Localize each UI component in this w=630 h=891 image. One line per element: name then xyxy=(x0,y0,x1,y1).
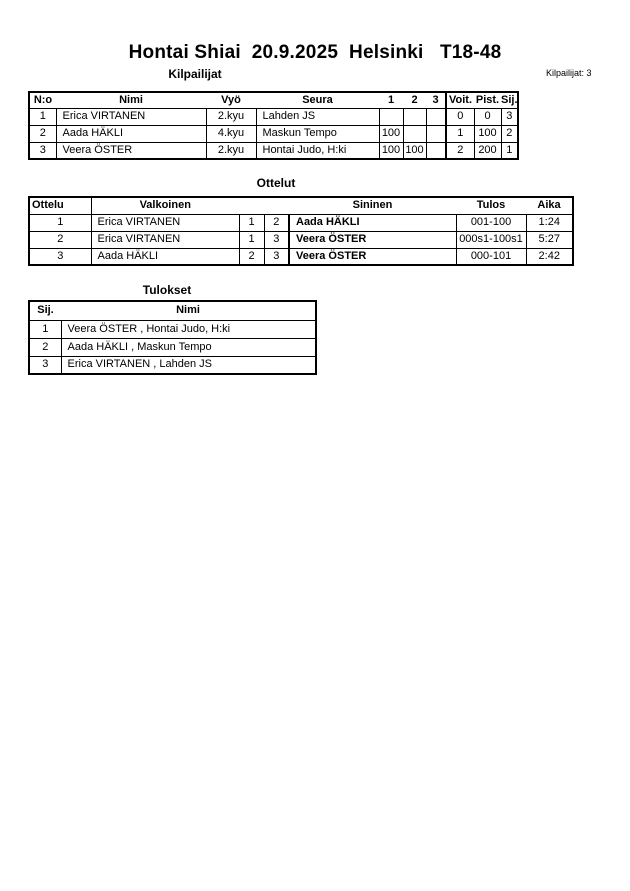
cell-aika: 1:24 xyxy=(526,214,573,231)
col-header-voit: Voit. xyxy=(446,92,474,108)
cell-match1 xyxy=(379,108,403,125)
col-header-sij: Sij. xyxy=(501,93,518,106)
section-title-tulokset: Tulokset xyxy=(142,283,192,297)
cell-valkoinen: Erica VIRTANEN xyxy=(91,214,239,231)
col-header-white-no xyxy=(239,197,264,214)
col-header-tulos: Tulos xyxy=(476,199,506,212)
tulokset-header-row xyxy=(29,301,316,320)
match-row xyxy=(29,214,573,231)
cell-vyo: 2.kyu xyxy=(206,142,256,159)
cell-match1: 100 xyxy=(379,142,403,159)
col-header-aika: Aika xyxy=(537,199,561,212)
col-header-sij: Sij. xyxy=(37,304,54,317)
cell-sij: 3 xyxy=(501,108,518,125)
cell-valkoinen: Aada HÄKLI xyxy=(91,248,239,265)
competitor-row xyxy=(29,108,518,125)
col-header-seura: Seura xyxy=(302,93,333,106)
cell-no: 3 xyxy=(29,142,56,159)
cell-pist: 200 xyxy=(474,142,501,159)
ottelut-header-row xyxy=(29,197,573,214)
cell-sij: 1 xyxy=(501,142,518,159)
cell-tulos: 000s1-100s1 xyxy=(456,231,526,248)
kilpailijat-table xyxy=(28,91,519,160)
cell-nimi: Aada HÄKLI xyxy=(56,125,206,142)
cell-sij: 2 xyxy=(501,125,518,142)
match-row xyxy=(29,231,573,248)
cell-no: 1 xyxy=(29,108,56,125)
cell-pist: 100 xyxy=(474,125,501,142)
col-header-pist: Pist. xyxy=(475,93,500,106)
cell-white-no: 1 xyxy=(239,231,264,248)
cell-voit: 0 xyxy=(446,108,474,125)
competitor-count: Kilpailijat: 3 xyxy=(546,68,592,78)
col-header-vyo: Vyö xyxy=(221,93,241,106)
cell-tulos: 001-100 xyxy=(456,214,526,231)
cell-seura: Maskun Tempo xyxy=(256,125,379,142)
competitor-row xyxy=(29,142,518,159)
competitor-row xyxy=(29,125,518,142)
cell-match1: 100 xyxy=(379,125,403,142)
cell-voit: 1 xyxy=(446,125,474,142)
cell-sininen: Veera ÖSTER xyxy=(289,231,456,248)
tulokset-table xyxy=(28,300,317,375)
col-header-valkoinen: Valkoinen xyxy=(139,199,191,212)
cell-match-no: 2 xyxy=(29,231,91,248)
cell-nimi: Erica VIRTANEN xyxy=(56,108,206,125)
col-header-match1: 1 xyxy=(387,93,395,106)
col-header-match2: 2 xyxy=(411,93,418,106)
cell-blue-no: 3 xyxy=(264,248,289,265)
col-header-no: N:o xyxy=(33,93,53,106)
col-header-ottelu: Ottelu xyxy=(29,197,91,214)
result-row xyxy=(29,320,316,338)
section-title-kilpailijat: Kilpailijat xyxy=(168,67,222,81)
cell-match3 xyxy=(426,108,446,125)
result-row xyxy=(29,356,316,374)
col-header-sininen: Sininen xyxy=(352,199,393,212)
cell-white-no: 2 xyxy=(239,248,264,265)
cell-match3 xyxy=(426,125,446,142)
cell-match-no: 3 xyxy=(29,248,91,265)
col-header-blue-no xyxy=(264,197,289,214)
match-row xyxy=(29,248,573,265)
cell-voit: 2 xyxy=(446,142,474,159)
cell-aika: 5:27 xyxy=(526,231,573,248)
cell-blue-no: 2 xyxy=(264,214,289,231)
cell-match2 xyxy=(403,125,426,142)
cell-seura: Lahden JS xyxy=(256,108,379,125)
cell-nimi: Erica VIRTANEN , Lahden JS xyxy=(61,356,316,374)
cell-sij: 2 xyxy=(29,338,61,356)
cell-nimi: Aada HÄKLI , Maskun Tempo xyxy=(61,338,316,356)
cell-valkoinen: Erica VIRTANEN xyxy=(91,231,239,248)
cell-sininen: Aada HÄKLI xyxy=(289,214,456,231)
cell-pist: 0 xyxy=(474,108,501,125)
cell-blue-no: 3 xyxy=(264,231,289,248)
kilpailijat-header-row xyxy=(29,92,518,108)
cell-nimi: Veera ÖSTER , Hontai Judo, H:ki xyxy=(61,320,316,338)
cell-sininen: Veera ÖSTER xyxy=(289,248,456,265)
cell-white-no: 1 xyxy=(239,214,264,231)
section-title-ottelut: Ottelut xyxy=(256,176,296,190)
cell-no: 2 xyxy=(29,125,56,142)
cell-vyo: 4.kyu xyxy=(206,125,256,142)
cell-nimi: Veera ÖSTER xyxy=(56,142,206,159)
page-title: Hontai Shiai 20.9.2025 Helsinki T18-48 xyxy=(128,42,502,63)
cell-vyo: 2.kyu xyxy=(206,108,256,125)
cell-tulos: 000-101 xyxy=(456,248,526,265)
cell-sij: 3 xyxy=(29,356,61,374)
col-header-match3: 3 xyxy=(432,93,439,106)
col-header-nimi: Nimi xyxy=(176,304,200,317)
result-row xyxy=(29,338,316,356)
cell-aika: 2:42 xyxy=(526,248,573,265)
cell-seura: Hontai Judo, H:ki xyxy=(256,142,379,159)
col-header-nimi: Nimi xyxy=(119,93,143,106)
cell-match2 xyxy=(403,108,426,125)
cell-match-no: 1 xyxy=(29,214,91,231)
cell-match3 xyxy=(426,142,446,159)
cell-sij: 1 xyxy=(29,320,61,338)
cell-match2: 100 xyxy=(403,142,426,159)
ottelut-table xyxy=(28,196,574,266)
